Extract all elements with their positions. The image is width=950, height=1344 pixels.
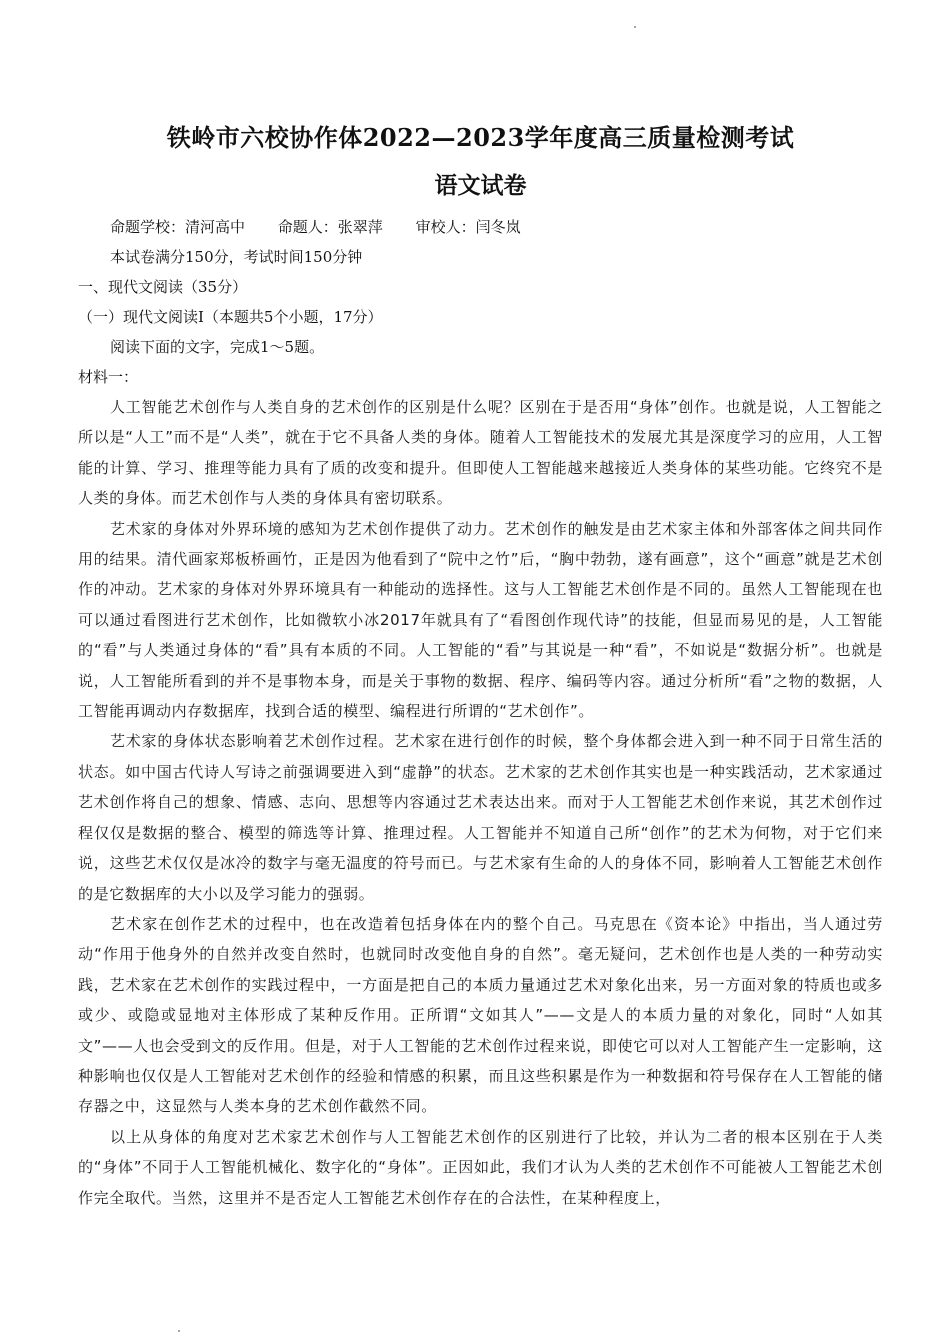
author-label: 命题人：张翠萍 xyxy=(277,218,383,236)
page-subtitle: 语文试卷 xyxy=(434,172,527,199)
page-title: 铁岭市六校协作体2022—2023学年度高三质量检测考试 xyxy=(166,123,795,152)
exam-credits xyxy=(78,212,883,242)
paragraph: 以上从身体的角度对艺术家艺术创作与人工智能艺术创作的区别进行了比较，并认为二者的根本区别在于人类的“身体”不同于人工智能机械化、数字化的“身体”。正因如此，我们才认为人类的艺术创作不可能被人工智能艺术创作完全取代。当然，这里并不是否定人工智能艺术创作存在的合法性，在某种程度上， xyxy=(78,1127,883,1207)
section-heading: 一、现代文阅读（35分） xyxy=(78,278,248,296)
paragraph: 人工智能艺术创作与人类自身的艺术创作的区别是什么呢？区别在于是否用“身体”创作。也就是说，人工智能之所以是“人工”而不是“人类”，就在于它不具备人类的身体。随着人工智能技术的发展尤其是深度学习的应用，人工智能的计算、学习、推理等能力具有了质的改变和提升。但即使人工智能越来越接近人类身体的某些功能。它终究不是人类的身体。而艺术创作与人类的身体具有密切联系。 xyxy=(78,398,883,508)
exam-page xyxy=(78,118,883,1213)
corner-mark xyxy=(634,26,636,28)
school-label: 命题学校：清河高中 xyxy=(110,218,246,236)
material-label: 材料一： xyxy=(78,368,139,386)
reviewer-label: 审校人：闫冬岚 xyxy=(415,218,521,236)
subsection-heading: （一）现代文阅读Ⅰ（本题共5个小题，17分） xyxy=(78,308,383,326)
instruction-text: 阅读下面的文字，完成1～5题。 xyxy=(110,338,325,356)
corner-mark xyxy=(178,1330,180,1332)
paragraph: 艺术家的身体状态影响着艺术创作过程。艺术家在进行创作的时候，整个身体都会进入到一种不同于日常生活的状态。如中国古代诗人写诗之前强调要进入到“虚静”的状态。艺术家的艺术创作其实也是一种实践活动，艺术家通过艺术创作将自己的想象、情感、志向、思想等内容通过艺术表达出来。而对于人工智能艺术创作来说，其艺术创作过程仅仅是数据的整合、模型的筛选等计算、推理过程。人工智能并不知道自己所“创作”的艺术为何物，对于它们来说，这些艺术仅仅是冰冷的数字与毫无温度的符号而已。与艺术家有生命的人的身体不同，影响着人工智能艺术创作的是它数据库的大小以及学习能力的强弱。 xyxy=(78,732,883,903)
paragraph: 艺术家的身体对外界环境的感知为艺术创作提供了动力。艺术创作的触发是由艺术家主体和外部客体之间共同作用的结果。清代画家郑板桥画竹，正是因为他看到了“院中之竹”后，“胸中勃勃，遂有画意”，这个“画意”就是艺术创作的冲动。艺术家的身体对外界环境具有一种能动的选择性。这与人工智能艺术创作是不同的。虽然人工智能现在也可以通过看图进行艺术创作，比如微软小冰2017年就具有了“看图创作现代诗”的技能，但显而易见的是，人工智能的“看”与人类通过身体的“看”具有本质的不同。人工智能的“看”与其说是一种“看”，不如说是“数据分析”。也就是说，人工智能所看到的并不是事物本身，而是关于事物的数据、程序、编码等内容。通过分析所“看”之物的数据，人工智能再调动内存数据库，找到合适的模型、编程进行所谓的“艺术创作”。 xyxy=(78,519,883,721)
exam-info: 本试卷满分150分，考试时间150分钟 xyxy=(110,248,363,266)
paragraph: 艺术家在创作艺术的过程中，也在改造着包括身体在内的整个自己。马克思在《资本论》中指出，当人通过劳动“作用于他身外的自然并改变自然时，也就同时改变他自身的自然”。毫无疑问，艺术创作也是人类的一种劳动实践，艺术家在艺术创作的实践过程中，一方面是把自己的本质力量通过艺术对象化出来，另一方面对象的特质也或多或少、或隐或显地对主体形成了某种反作用。正所谓“文如其人”——文是人的本质力量的对象化，同时“人如其文”——人也会受到文的反作用。但是，对于人工智能的艺术创作过程来说，即使它可以对人工智能产生一定影响，这种影响也仅仅是人工智能对艺术创作的经验和情感的积累，而且这些积累是作为一种数据和符号保存在人工智能的储存器之中，这显然与人类本身的艺术创作截然不同。 xyxy=(78,914,883,1116)
